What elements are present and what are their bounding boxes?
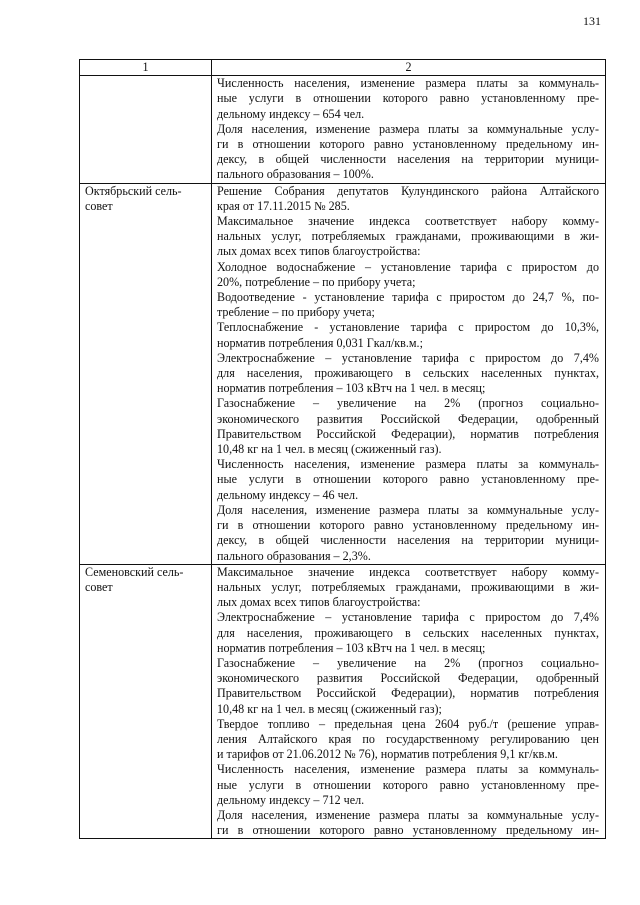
description-paragraph	[217, 351, 599, 397]
text-line: ные услуги в отношении которого равно установленному пре-	[217, 777, 599, 792]
text-line: лых домах всех типов благоустройства:	[217, 595, 421, 610]
description-paragraph	[217, 457, 599, 503]
text-line: Газоснабжение – увеличение на 2% (прогноз социально-	[217, 655, 599, 670]
text-line: Правительством Российской Федерации), норматив потребления	[217, 426, 599, 441]
description-paragraph	[217, 260, 599, 290]
description-cell	[212, 76, 606, 183]
text-line: нальных услуг, потребляемых гражданами, проживающими в жи-	[217, 229, 599, 244]
column-header-2: 2	[212, 60, 606, 76]
text-line: экономического развития Российской Федерации, одобренный	[217, 671, 599, 686]
text-line: для населения, проживающего в сельских населенных пунктах,	[217, 366, 599, 381]
text-line: ления Алтайского края по государственному регулированию цен	[217, 731, 599, 746]
description-paragraph	[217, 808, 599, 838]
text-line: ги в отношении которого равно установленному предельному ин-	[217, 823, 599, 838]
text-line: ги в отношении которого равно установленному предельному ин-	[217, 518, 599, 533]
text-line: Доля населения, изменение размера платы за коммунальные услу-	[217, 121, 599, 136]
page-number: 131	[583, 14, 601, 28]
text-line: Доля населения, изменение размера платы за коммунальные услу-	[217, 502, 599, 517]
text-line: Максимальное значение индекса соответствует набору комму-	[217, 564, 599, 579]
text-line: Водоотведение - установление тарифа с приростом до 24,7 %, по-	[217, 290, 599, 305]
description-paragraph	[217, 184, 599, 214]
text-line: Газоснабжение – увеличение на 2% (прогноз социально-	[217, 396, 599, 411]
text-line: норматив потребления – 103 кВтч на 1 чел. в месяц;	[217, 381, 486, 396]
description-paragraph	[217, 290, 599, 320]
table-row	[80, 76, 606, 183]
text-line: пального образования – 2,3%.	[217, 548, 371, 563]
text-line: экономического развития Российской Федерации, одобренный	[217, 411, 599, 426]
text-line: Холодное водоснабжение – установление тарифа с приростом до	[217, 259, 599, 274]
municipality-name-cell	[80, 76, 212, 183]
description-paragraph	[217, 762, 599, 808]
text-line: и тарифов от 21.06.2012 № 76), норматив потребления 9,1 кг/кв.м.	[217, 747, 558, 762]
text-line: пального образования – 100%.	[217, 167, 374, 182]
text-line: 10,48 кг на 1 чел. в месяц (сжиженный газ).	[217, 442, 442, 457]
description-paragraph	[217, 214, 599, 260]
table-row	[80, 183, 606, 564]
description-paragraph	[217, 122, 599, 183]
text-line: дельному индексу – 712 чел.	[217, 792, 365, 807]
description-paragraph	[217, 76, 599, 122]
municipality-name-cell	[80, 183, 212, 564]
description-cell	[212, 564, 606, 839]
description-paragraph	[217, 610, 599, 656]
description-paragraph	[217, 656, 599, 717]
description-paragraph	[217, 565, 599, 611]
text-line: дельному индексу – 654 чел.	[217, 106, 365, 121]
text-line: края от 17.11.2015 № 285.	[217, 198, 350, 213]
text-line: Теплоснабжение - установление тарифа с приростом до 10,3%,	[217, 320, 599, 335]
text-line: Максимальное значение индекса соответствует набору комму-	[217, 214, 599, 229]
text-line: нальных услуг, потребляемых гражданами, проживающими в жи-	[217, 579, 599, 594]
text-line: Электроснабжение – установление тарифа с приростом до 7,4%	[217, 610, 599, 625]
text-line: Правительством Российской Федерации), норматив потребления	[217, 686, 599, 701]
text-line: Доля населения, изменение размера платы за коммунальные услу-	[217, 807, 599, 822]
text-line: требление – по прибору учета;	[217, 305, 375, 320]
text-line: норматив потребления 0,031 Гкал/кв.м.;	[217, 335, 423, 350]
table-row	[80, 564, 606, 839]
text-line: дексу, в общей численности населения на территории муници-	[217, 152, 599, 167]
text-line: Решение Собрания депутатов Кулундинского района Алтайского	[217, 183, 599, 198]
municipality-name-line: Семеновский сель-	[85, 564, 184, 579]
text-line: Численность населения, изменение размера платы за коммуналь-	[217, 457, 599, 472]
column-header-1: 1	[80, 60, 212, 76]
text-line: лых домах всех типов благоустройства:	[217, 244, 421, 259]
document-table	[79, 59, 606, 839]
text-line: ги в отношении которого равно установленному предельному ин-	[217, 137, 599, 152]
text-line: дельному индексу – 46 чел.	[217, 487, 359, 502]
text-line: Твердое топливо – предельная цена 2604 руб./т (решение управ-	[217, 716, 599, 731]
text-line: норматив потребления – 103 кВтч на 1 чел. в месяц;	[217, 640, 486, 655]
municipality-name-line: Октябрьский сель-	[85, 183, 182, 198]
text-line: дексу, в общей численности населения на территории муници-	[217, 533, 599, 548]
description-paragraph	[217, 396, 599, 457]
municipality-name-line: совет	[85, 579, 113, 594]
text-line: ные услуги в отношении которого равно установленному пре-	[217, 472, 599, 487]
text-line: 10,48 кг на 1 чел. в месяц (сжиженный газ);	[217, 701, 442, 716]
text-line: для населения, проживающего в сельских населенных пунктах,	[217, 625, 599, 640]
text-line: Численность населения, изменение размера платы за коммуналь-	[217, 76, 599, 91]
table-header-row	[80, 60, 606, 76]
municipality-name-line: совет	[85, 198, 113, 213]
municipality-name-cell	[80, 564, 212, 839]
description-paragraph	[217, 503, 599, 564]
text-line: Электроснабжение – установление тарифа с приростом до 7,4%	[217, 350, 599, 365]
text-line: Численность населения, изменение размера платы за коммуналь-	[217, 762, 599, 777]
text-line: 20%, потребление – по прибору учета;	[217, 274, 416, 289]
description-paragraph	[217, 717, 599, 763]
text-line: ные услуги в отношении которого равно установленному пре-	[217, 91, 599, 106]
description-cell	[212, 183, 606, 564]
description-paragraph	[217, 320, 599, 350]
